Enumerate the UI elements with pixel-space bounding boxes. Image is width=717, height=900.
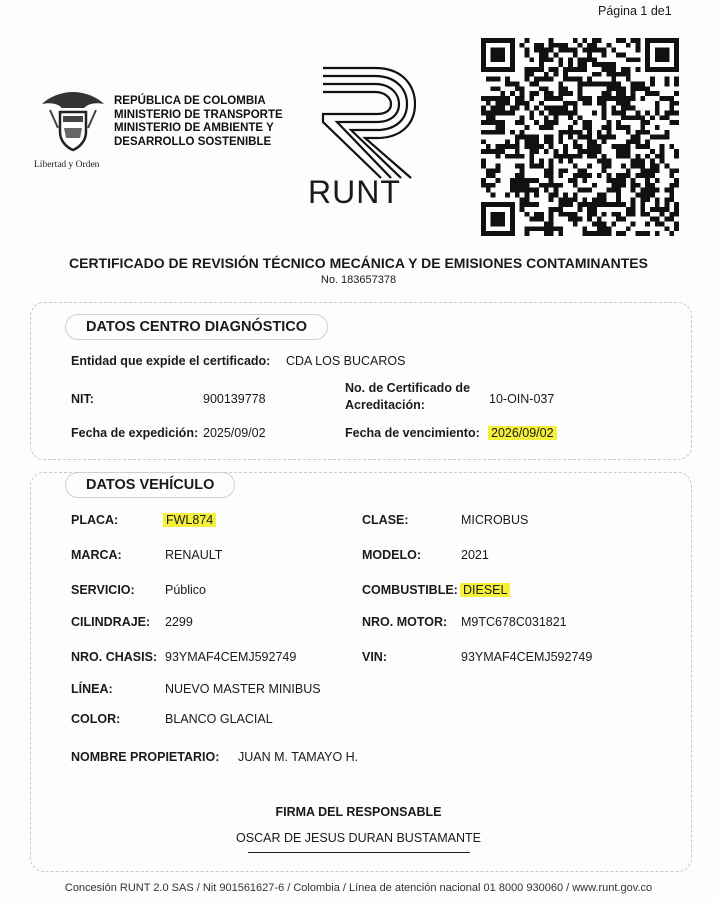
gov-line: REPÚBLICA DE COLOMBIA [114, 95, 266, 107]
placa-value: FWL874 [163, 513, 216, 527]
gov-line: MINISTERIO DE TRANSPORTE [114, 108, 283, 121]
combustible-value: DIESEL [460, 583, 510, 597]
page-indicator: Página 1 de1 [598, 4, 672, 18]
motor-value: M9TC678C031821 [461, 615, 567, 629]
color-label: COLOR: [71, 712, 121, 726]
servicio-value: Público [165, 583, 206, 597]
gov-line: MINISTERIO DE AMBIENTE Y [114, 122, 274, 134]
acreditacion-label: No. de Certificado de [345, 381, 471, 395]
modelo-label: MODELO: [362, 548, 422, 562]
centro-heading: DATOS CENTRO DIAGNÓSTICO [65, 314, 328, 340]
footer-text: Concesión RUNT 2.0 SAS / Nit 901561627-6 / Colombia / Línea de atención nacional 01 8000 930060 / www.runt.gov.co [64, 882, 653, 894]
cilindraje-label: CILINDRAJE: [71, 615, 151, 629]
clase-value: MICROBUS [461, 513, 529, 527]
entidad-label: Entidad que expide el certificado: [71, 354, 271, 368]
runt-logo-text: RUNT [308, 174, 401, 210]
chasis-label: NRO. CHASIS: [71, 650, 158, 664]
firma-name: OSCAR DE JESUS DURAN BUSTAMANTE [236, 831, 481, 845]
certificate-title: CERTIFICADO DE REVISIÓN TÉCNICO MECÁNICA Y DE EMISIONES CONTAMINANTES [69, 255, 648, 271]
color-value: BLANCO GLACIAL [165, 712, 273, 726]
entidad-value: CDA LOS BUCAROS [286, 354, 406, 368]
servicio-label: SERVICIO: [71, 583, 135, 597]
nit-value: 900139778 [203, 392, 266, 406]
qr-code [480, 38, 680, 236]
vehiculo-heading: DATOS VEHÍCULO [65, 472, 235, 498]
runt-logo-icon [315, 62, 425, 180]
expedicion-label: Fecha de expedición: [71, 426, 199, 440]
gov-line: DESARROLLO SOSTENIBLE [114, 135, 272, 148]
firma-label: FIRMA DEL RESPONSABLE [275, 805, 442, 819]
combustible-label: COMBUSTIBLE: [362, 583, 458, 597]
acreditacion-label-2: Acreditación: [345, 398, 425, 412]
propietario-label: NOMBRE PROPIETARIO: [71, 750, 220, 764]
marca-value: RENAULT [165, 548, 223, 562]
seal-motto: Libertad y Orden [34, 160, 100, 170]
vencimiento-label: Fecha de vencimiento: [345, 426, 480, 440]
vin-value: 93YMAF4CEMJ592749 [461, 650, 593, 664]
marca-label: MARCA: [71, 548, 122, 562]
clase-label: CLASE: [362, 513, 409, 527]
colombia-coat-of-arms-icon [38, 88, 108, 158]
expedicion-value: 2025/09/02 [203, 426, 266, 440]
linea-value: NUEVO MASTER MINIBUS [165, 682, 321, 696]
modelo-value: 2021 [461, 548, 489, 562]
vin-label: VIN: [362, 650, 387, 664]
linea-label: LÍNEA: [71, 682, 113, 696]
government-heading [114, 95, 283, 149]
placa-label: PLACA: [71, 513, 119, 527]
certificate-number: No. 183657378 [320, 274, 397, 286]
chasis-value: 93YMAF4CEMJ592749 [165, 650, 297, 664]
nit-label: NIT: [71, 392, 94, 406]
cilindraje-value: 2299 [165, 615, 193, 629]
acreditacion-value: 10-OIN-037 [489, 392, 555, 406]
vencimiento-value: 2026/09/02 [488, 426, 557, 440]
propietario-value: JUAN M. TAMAYO H. [238, 750, 359, 764]
signature-line [248, 852, 470, 853]
motor-label: NRO. MOTOR: [362, 615, 448, 629]
